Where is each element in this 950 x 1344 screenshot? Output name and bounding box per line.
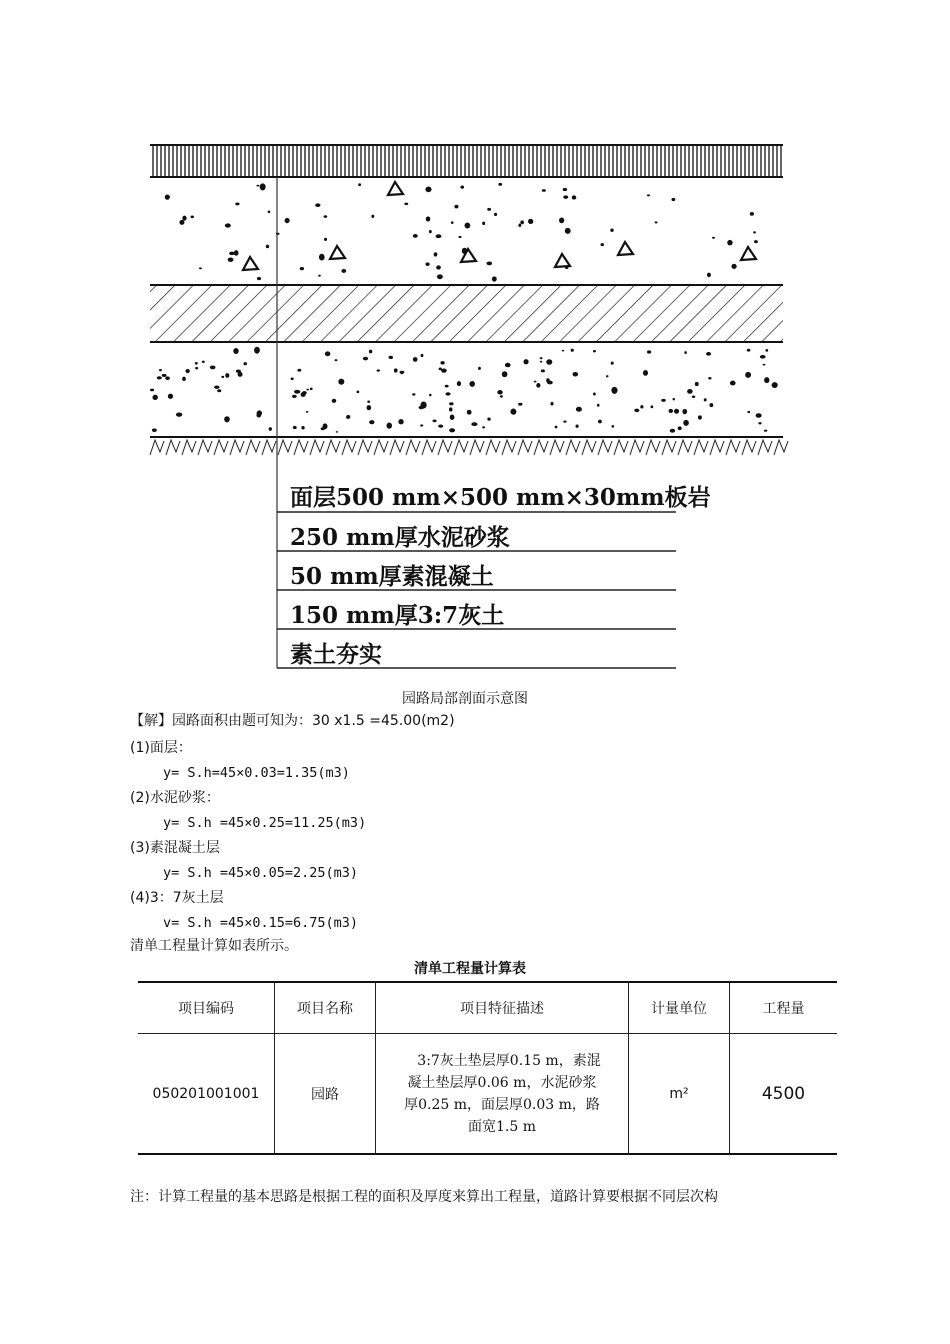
diagram-caption: 园路局部剖面示意图 bbox=[402, 691, 528, 707]
desc-line: 厚0.25 m，面层厚0.03 m，路 bbox=[404, 1096, 600, 1113]
layer-label-concrete: 50 mm厚素混凝土 bbox=[290, 563, 494, 590]
cell-quantity: 4500 bbox=[730, 1034, 838, 1155]
desc-line: 3:7灰土垫层厚0.15 m，素混 bbox=[417, 1052, 601, 1069]
lime-soil-layer bbox=[150, 347, 778, 433]
layer-label-surface: 面层500 mm×500 mm×30mm板岩 bbox=[290, 484, 711, 511]
footnote: 注：计算工程量的基本思路是根据工程的面积及厚度来算出工程量，道路计算要根据不同层次构 bbox=[130, 1189, 718, 1205]
desc-line: 凝土垫层厚0.06 m，水泥砂浆 bbox=[407, 1074, 597, 1091]
header-quantity: 工程量 bbox=[730, 982, 838, 1034]
step-2-formula: y= S.h =45×0.25=11.25(m3) bbox=[163, 815, 367, 831]
solution-intro: 【解】园路面积由题可知为：30 x1.5 =45.00(m2) bbox=[130, 713, 455, 729]
quantity-table bbox=[138, 981, 837, 1155]
layer-label-mortar: 250 mm厚水泥砂浆 bbox=[290, 524, 510, 551]
layer-label-table bbox=[277, 484, 711, 668]
step-4-formula: v= S.h =45×0.15=6.75(m3) bbox=[163, 915, 359, 931]
step-1-formula: y= S.h=45×0.03=1.35(m3) bbox=[163, 765, 350, 781]
solution-outro: 清单工程量计算如表所示。 bbox=[130, 938, 298, 954]
table-header-row bbox=[138, 982, 837, 1034]
compacted-soil-layer bbox=[150, 440, 788, 455]
concrete-layer bbox=[150, 286, 783, 342]
cell-description bbox=[376, 1034, 629, 1155]
layer-label-lime-soil: 150 mm厚3:7灰土 bbox=[290, 602, 505, 629]
step-2-title: (2)水泥砂浆： bbox=[130, 790, 220, 806]
step-1-title: (1)面层： bbox=[130, 740, 192, 756]
header-code: 项目编码 bbox=[138, 982, 275, 1034]
step-3-formula: y= S.h =45×0.05=2.25(m3) bbox=[163, 865, 359, 881]
table-title: 清单工程量计算表 bbox=[414, 961, 526, 977]
header-name: 项目名称 bbox=[275, 982, 376, 1034]
cell-name: 园路 bbox=[275, 1034, 376, 1155]
header-unit: 计量单位 bbox=[629, 982, 730, 1034]
table-row bbox=[138, 1034, 837, 1155]
cell-code: 050201001001 bbox=[138, 1034, 275, 1155]
header-description: 项目特征描述 bbox=[376, 982, 629, 1034]
step-3-title: (3)素混凝土层 bbox=[130, 840, 220, 856]
step-4-title: (4)3：7灰土层 bbox=[130, 890, 224, 906]
layer-label-compacted-soil: 素土夯实 bbox=[290, 641, 382, 668]
mortar-layer bbox=[165, 182, 758, 282]
cell-unit: m² bbox=[629, 1034, 730, 1155]
desc-line: 面宽1.5 m bbox=[468, 1118, 536, 1135]
surface-slate-layer bbox=[150, 145, 783, 177]
